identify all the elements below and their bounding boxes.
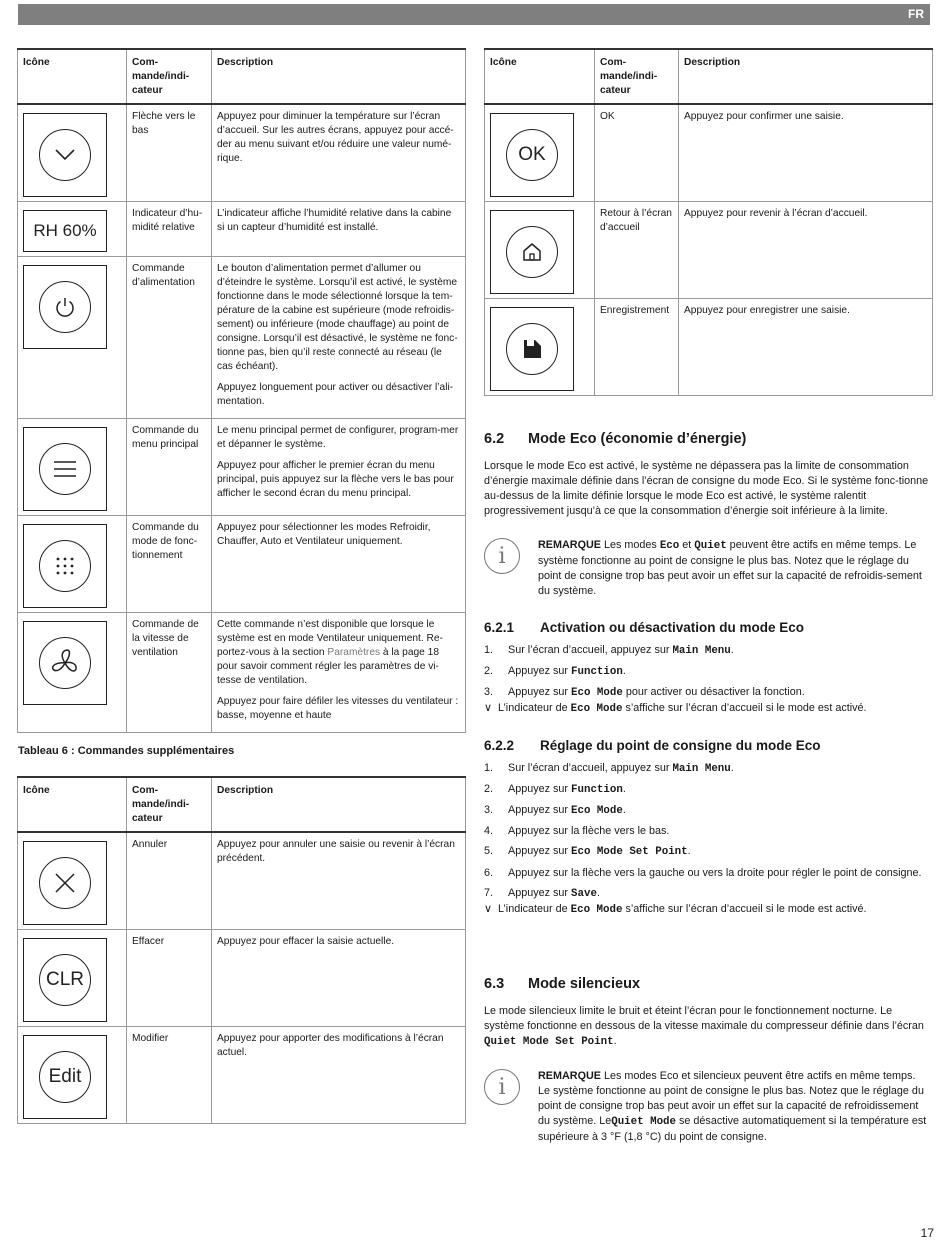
list-item: 2. Appuyez sur Function. [484, 665, 626, 679]
command-description: Le menu principal permet de configurer, program-mer et dépanner le système. Appuyez pour afficher le premier écran du menu principal, puis appuyez sur la flèche vers le bas pour afficher le second écran du menu principal. [212, 418, 466, 515]
confirm-controls-table [484, 48, 933, 396]
col-icon-header: Icône [18, 777, 127, 832]
table-row [485, 201, 933, 298]
cancel-button-image [23, 841, 107, 925]
fan-icon [39, 637, 91, 689]
command-label: Enregistrement [595, 298, 679, 395]
info-icon: i [484, 1069, 520, 1105]
header-bar [18, 4, 930, 25]
table-row [18, 612, 466, 732]
list-item: 7. Appuyez sur Save. [484, 886, 600, 900]
col-command-header: Com- mande/indi- cateur [127, 777, 212, 832]
edit-icon: Edit [39, 1051, 91, 1103]
command-description: Appuyez pour effacer la saisie actuelle. [212, 929, 466, 1026]
col-description-header: Description [212, 777, 466, 832]
ok-button-image [490, 113, 574, 197]
additional-controls-table [17, 776, 466, 1124]
command-description: Appuyez pour sélectionner les modes Refroidir, Chauffer, Auto et Ventilateur uniquement. [212, 515, 466, 612]
table-row [18, 201, 466, 256]
language-label: FR [908, 7, 924, 21]
clr-icon: CLR [39, 954, 91, 1006]
quiet-mode-paragraph: Le mode silencieux limite le bruit et éteint l’écran pour le fonctionnement nocturne. Le système fonctionne en dessous de la vitesse maximale du compresseur définie dans l’écran Quiet Mode Set Point. [484, 1005, 924, 1049]
home-button-image [490, 210, 574, 294]
result-item: ∨ L’indicateur de Eco Mode s’affiche sur l’écran d’accueil si le mode est activé. [484, 902, 867, 916]
list-item: 3. Appuyez sur Eco Mode pour activer ou désactiver la fonction. [484, 686, 805, 700]
info-icon: i [484, 538, 520, 574]
section-heading-eco-toggle: 6.2.1 Activation ou désactivation du mode Eco [484, 620, 805, 635]
save-button-image [490, 307, 574, 391]
table-row [18, 929, 466, 1026]
command-description: Appuyez pour diminuer la température sur l’écran d’accueil. Sur les autres écrans, appuyez pour accé-der au menu suivant et/ou réduire une valeur numé-rique. [212, 104, 466, 201]
col-icon-header: Icône [18, 49, 127, 104]
table-row [18, 832, 466, 929]
menu-icon [39, 443, 91, 495]
list-item: 1. Sur l’écran d’accueil, appuyez sur Main Menu. [484, 644, 734, 657]
quiet-note: i REMARQUE Les modes Eco et silencieux peuvent être actifs en même temps. Le système fonctionne au point de consigne le plus bas. Notez que le réglage du point de consigne trop bas peut avoir un effet sur la capacité de refroidissement du système. LeQuiet Mode se désactive automatiquement si la température est supérieure à 3 °F (1,8 °C) du point de consigne. [484, 1069, 930, 1145]
home-icon [506, 226, 558, 278]
section-heading-eco-mode: 6.2 Mode Eco (économie d’énergie) [484, 431, 747, 447]
list-item: 2. Appuyez sur Function. [484, 783, 626, 797]
ok-icon: OK [506, 129, 558, 181]
page-number: 17 [920, 1226, 934, 1240]
command-label: Modifier [127, 1026, 212, 1123]
power-icon [39, 281, 91, 333]
list-item: 3. Appuyez sur Eco Mode. [484, 804, 626, 818]
clr-button-image [23, 938, 107, 1022]
command-label: Commande de la vitesse de ventilation [127, 612, 212, 732]
col-icon-header: Icône [485, 49, 595, 104]
controls-table [17, 48, 466, 733]
command-label: Annuler [127, 832, 212, 929]
table-row [18, 515, 466, 612]
eco-mode-paragraph: Lorsque le mode Eco est activé, le système ne dépassera pas la limite de consommation d’énergie maximale définie dans l’écran de consigne du mode Eco. Si le système fonc-tionne au-dessus de la limite définie lorsque le mode Eco est activé, le système ralentit progressivement jusqu’à ce que la consommation d’énergie soit inférieure à la limite. [484, 460, 929, 518]
power-button-image [23, 265, 107, 349]
parametres-link[interactable]: Paramètres [327, 646, 381, 658]
command-label: Retour à l’écran d’accueil [595, 201, 679, 298]
save-icon [506, 323, 558, 375]
edit-button-image [23, 1035, 107, 1119]
command-label: Commande du mode de fonc-tionnement [127, 515, 212, 612]
table-row [18, 104, 466, 201]
command-label: OK [595, 104, 679, 201]
fan-button-image [23, 621, 107, 705]
command-description: Appuyez pour annuler une saisie ou revenir à l’écran précédent. [212, 832, 466, 929]
mode-grid-icon [39, 540, 91, 592]
table-row [485, 298, 933, 395]
chevron-down-icon [39, 129, 91, 181]
col-description-header: Description [679, 49, 933, 104]
command-label: Commande du menu principal [127, 418, 212, 515]
section-heading-quiet-mode: 6.3 Mode silencieux [484, 976, 641, 992]
command-description: Appuyez pour confirmer une saisie. [679, 104, 933, 201]
command-description: Cette commande n’est disponible que lorsque le système est en mode Ventilateur uniquement. Re-portez-vous à la section Paramètres à la page 18 pour savoir comment régler les paramètres de vi-tesse de ventilation. Appuyez pour faire défiler les vitesses du ventilateur : basse, moyenne et haute [212, 612, 466, 732]
table-row [18, 256, 466, 418]
result-item: ∨ L’indicateur de Eco Mode s’affiche sur l’écran d’accueil si le mode est activé. [484, 702, 867, 716]
command-description: Appuyez pour apporter des modifications à l’écran actuel. [212, 1026, 466, 1123]
table-row [18, 1026, 466, 1123]
col-command-header: Com- mande/indi- cateur [127, 49, 212, 104]
menu-button-image [23, 427, 107, 511]
command-label: Effacer [127, 929, 212, 1026]
col-command-header: Com- mande/indi- cateur [595, 49, 679, 104]
eco-note: i REMARQUE Les modes Eco et Quiet peuvent être actifs en même temps. Le système fonctionne au point de consigne le plus bas. Notez que le réglage du point de consigne trop bas peut avoir un effet sur la capacité de refroidis-sement du système. [484, 538, 930, 598]
command-description: Appuyez pour revenir à l’écran d’accueil. [679, 201, 933, 298]
section-heading-eco-setpoint: 6.2.2 Réglage du point de consigne du mode Eco [484, 738, 821, 753]
rh-indicator-icon: RH 60% [33, 221, 97, 240]
col-description-header: Description [212, 49, 466, 104]
table-row [18, 418, 466, 515]
chevron-down-button-image [23, 113, 107, 197]
table-caption: Tableau 6 : Commandes supplémentaires [18, 745, 235, 757]
list-item: 4. Appuyez sur la flèche vers le bas. [484, 825, 670, 838]
command-description: Le bouton d’alimentation permet d’allumer ou d’éteindre le système. Lorsqu’il est activé, le système fonctionne dans le mode sélectionné lorsque la tem-pérature de la cabine est supérieure (mode refroidis-sement) ou inférieure (mode chauffage) au point de consigne. Lorsqu’il est désactivé, le système ne fonc-tionne pas, bien qu’il reste connecté au réseau (le cas échéant). Appuyez longuement pour activer ou désactiver l’ali-mentation. [212, 256, 466, 418]
command-description: L’indicateur affiche l’humidité relative dans la cabine si un capteur d’humidité est installé. [212, 201, 466, 256]
command-description: Appuyez pour enregistrer une saisie. [679, 298, 933, 395]
eco-setpoint-steps [484, 761, 930, 923]
eco-toggle-steps [484, 643, 930, 722]
mode-button-image [23, 524, 107, 608]
rh-indicator-image [23, 210, 107, 252]
list-item: 1. Sur l’écran d’accueil, appuyez sur Main Menu. [484, 762, 734, 775]
command-label: Indicateur d’hu-midité relative [127, 201, 212, 256]
list-item: 6. Appuyez sur la flèche vers la gauche ou vers la droite pour régler le point de consigne. [484, 866, 922, 879]
command-label: Commande d’alimentation [127, 256, 212, 418]
command-label: Flèche vers le bas [127, 104, 212, 201]
table-row [485, 104, 933, 201]
list-item: 5. Appuyez sur Eco Mode Set Point. [484, 845, 691, 859]
cancel-x-icon [39, 857, 91, 909]
